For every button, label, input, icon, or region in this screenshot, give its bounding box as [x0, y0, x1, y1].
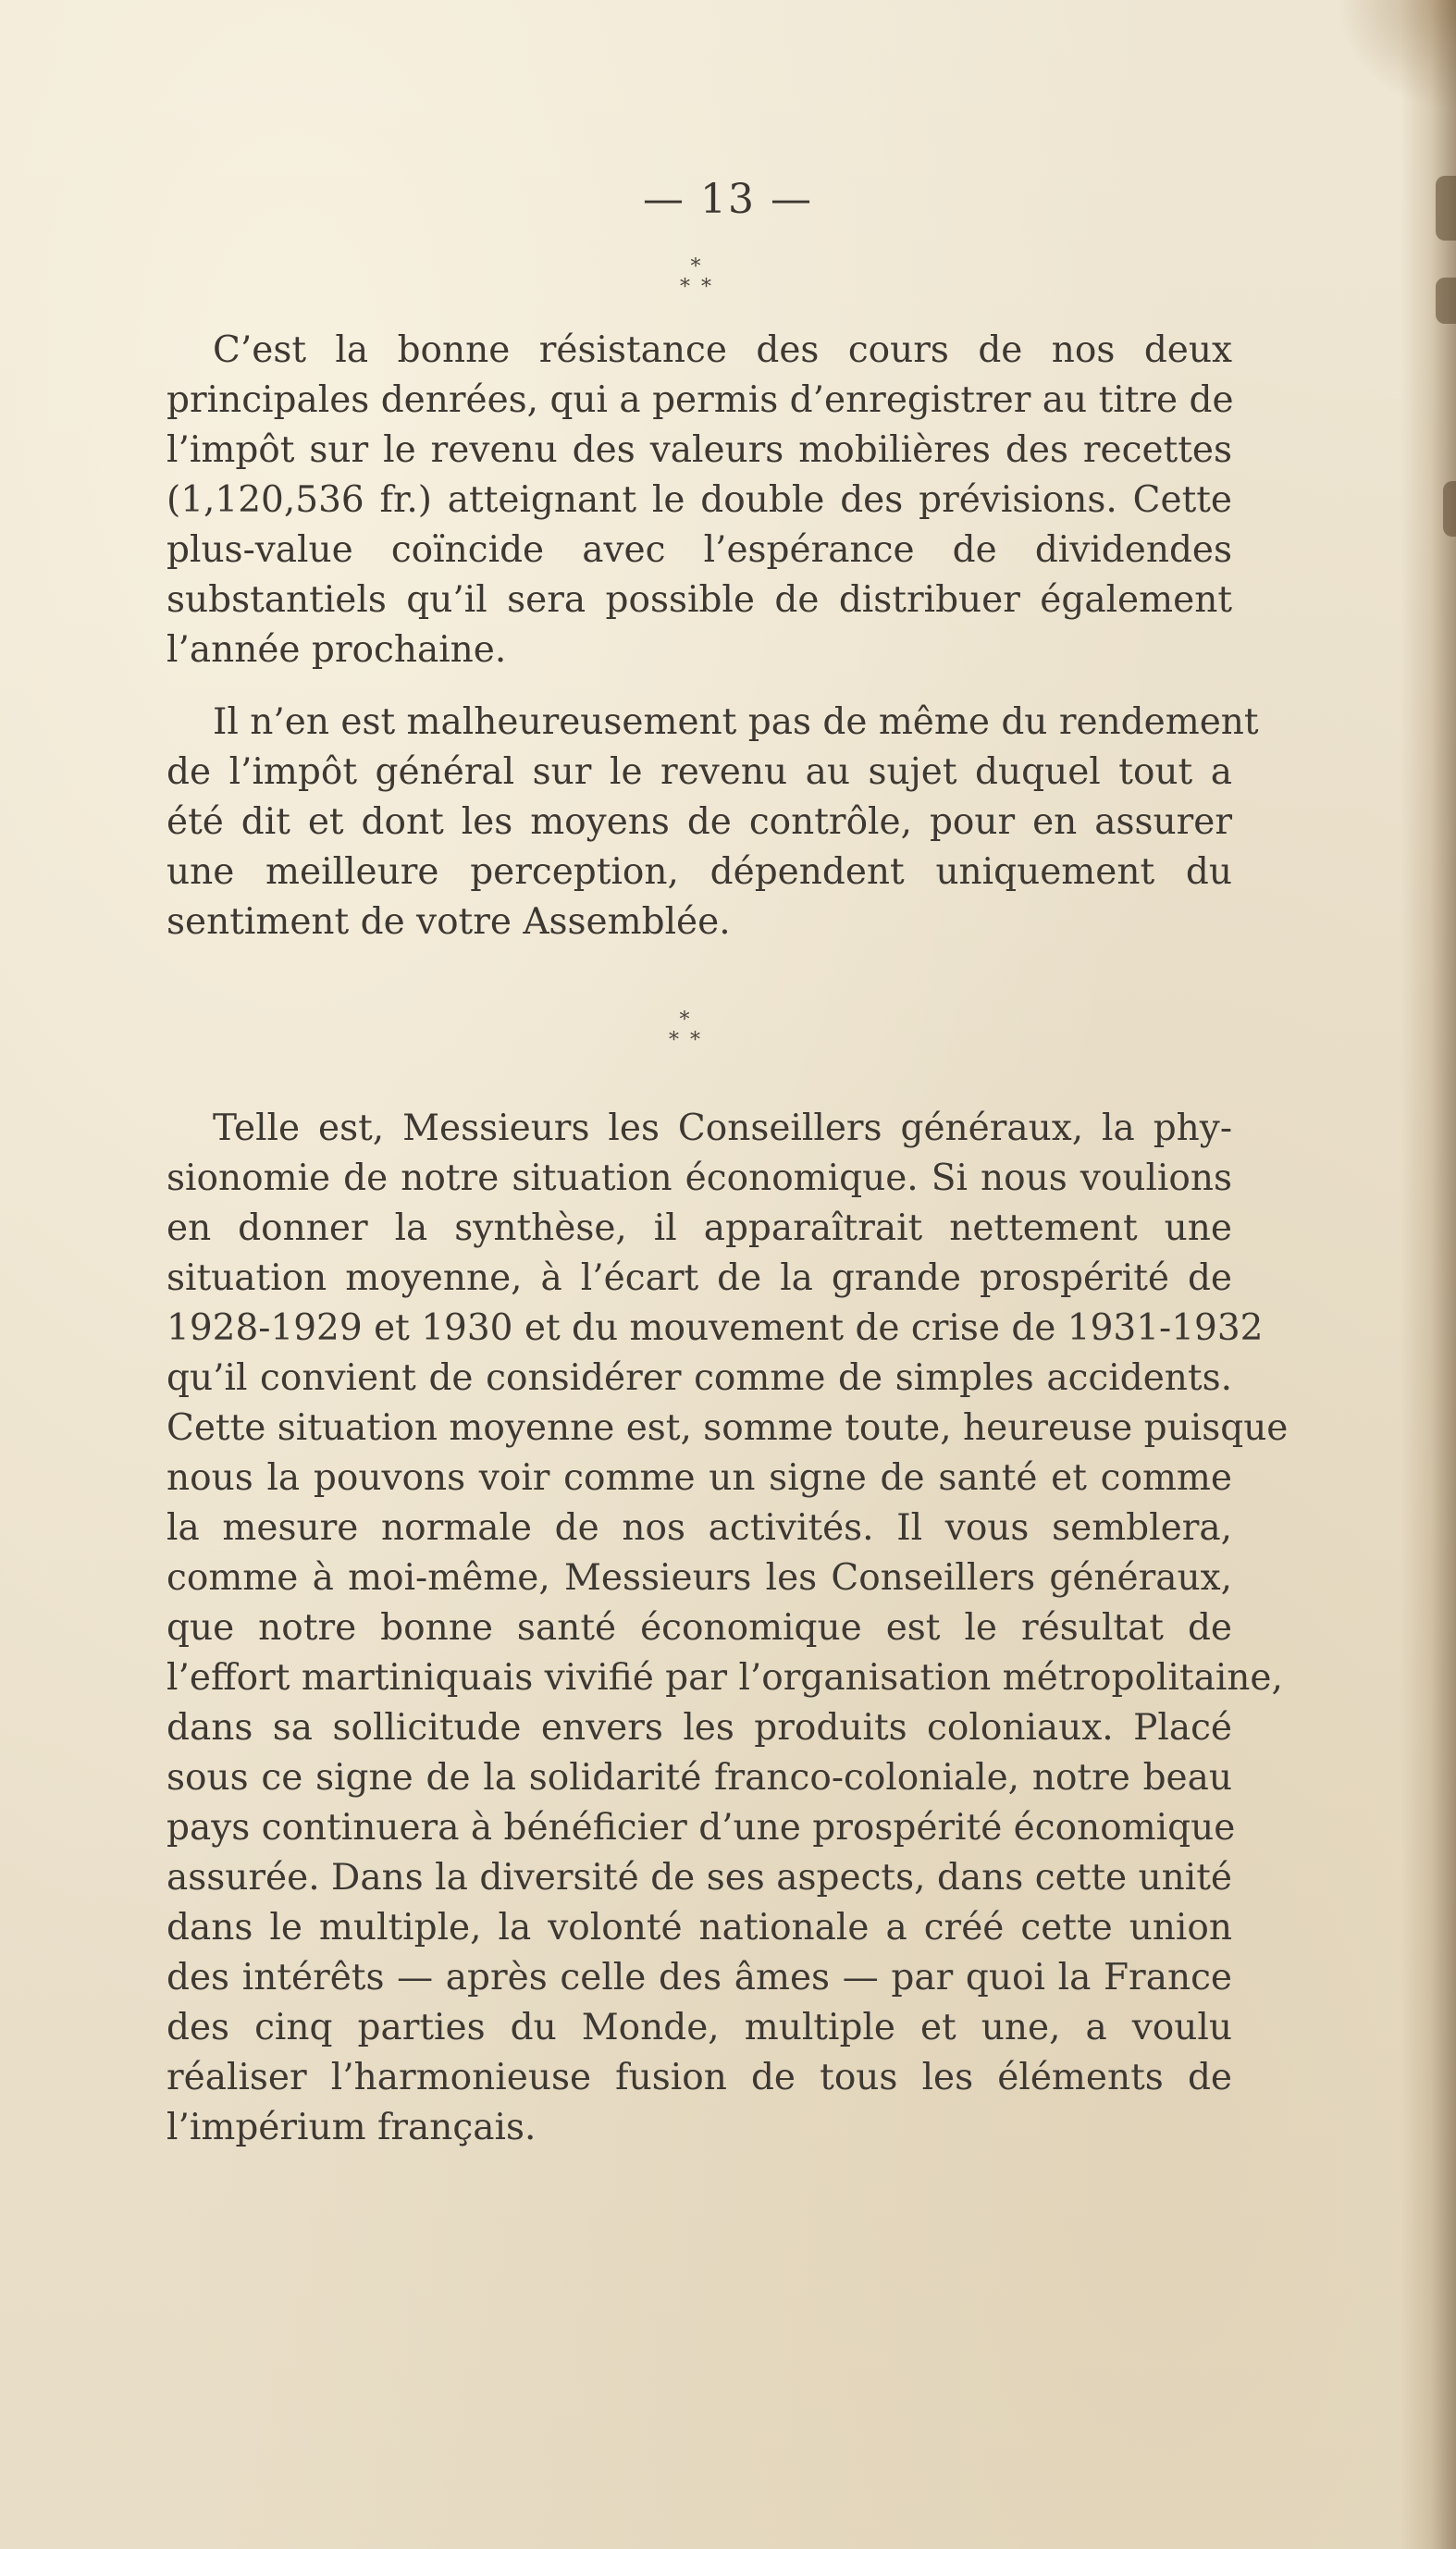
text-line: une meilleure perception, dépendent uniquement du — [167, 851, 1232, 893]
text-line: assurée. Dans la diversité de ses aspects, dans cette unité — [167, 1857, 1232, 1899]
text-line: Telle est, Messieurs les Conseillers généraux, la phy- — [213, 1107, 1232, 1149]
text-line: sous ce signe de la solidarité franco-coloniale, notre beau — [167, 1757, 1232, 1799]
text-line: situation moyenne, à l’écart de la grande prospérité de — [167, 1257, 1232, 1299]
text-line: sionomie de notre situation économique. Si nous voulions — [167, 1157, 1232, 1199]
edge-stain — [1443, 481, 1456, 537]
text-line: dans le multiple, la volonté nationale a créé cette union — [167, 1907, 1232, 1949]
text-line: sentiment de votre Assemblée. — [167, 901, 731, 943]
text-line: comme à moi-même, Messieurs les Conseillers généraux, — [167, 1557, 1232, 1599]
asterism-divider — [659, 257, 733, 298]
asterism-divider — [648, 1010, 722, 1051]
text-line: Cette situation moyenne est, somme toute, heureuse puisque — [167, 1407, 1289, 1449]
text-line: des cinq parties du Monde, multiple et une, a voulu — [167, 2007, 1232, 2048]
text-line: la mesure normale de nos activités. Il vous semblera, — [167, 1507, 1232, 1549]
text-line: qu’il convient de considérer comme de simples accidents. — [167, 1357, 1232, 1399]
text-line: principales denrées, qui a permis d’enregistrer au titre de — [167, 379, 1234, 421]
text-line: pays continuera à bénéficier d’une prospérité économique — [167, 1807, 1236, 1849]
text-line: été dit et dont les moyens de contrôle, pour en assurer — [167, 801, 1232, 843]
text-line: plus-value coïncide avec l’espérance de dividendes — [167, 529, 1232, 571]
asterism-star: * — [690, 1029, 700, 1052]
text-line: nous la pouvons voir comme un signe de santé et comme — [167, 1457, 1232, 1499]
text-line: l’année prochaine. — [167, 629, 507, 671]
text-line: Il n’en est malheureusement pas de même du rendement — [213, 701, 1259, 743]
text-line: de l’impôt général sur le revenu au sujet duquel tout a — [167, 751, 1232, 793]
asterism-star: * — [690, 255, 701, 278]
text-line: l’impérium français. — [167, 2107, 537, 2148]
text-line: C’est la bonne résistance des cours de nos deux — [213, 329, 1232, 371]
asterism-star: * — [679, 1008, 690, 1032]
text-line: réaliser l’harmonieuse fusion de tous les éléments de — [167, 2057, 1232, 2098]
page-number: — 13 — — [643, 176, 813, 223]
paragraph-3 — [167, 1104, 1289, 2153]
asterism-star: * — [669, 1029, 679, 1052]
text-line: 1928-1929 et 1930 et du mouvement de crise de 1931-1932 — [167, 1307, 1264, 1349]
paragraph-1 — [167, 326, 1232, 675]
asterism-star: * — [701, 276, 711, 299]
text-line: l’impôt sur le revenu des valeurs mobilières des recettes — [167, 429, 1232, 471]
text-line: que notre bonne santé économique est le résultat de — [167, 1607, 1232, 1649]
text-line: (1,120,536 fr.) atteignant le double des prévisions. Cette — [167, 479, 1232, 521]
asterism-star: * — [680, 276, 690, 299]
text-line: substantiels qu’il sera possible de distribuer également — [167, 579, 1232, 621]
text-line: des intérêts — après celle des âmes — par quoi la France — [167, 1957, 1232, 1998]
text-line: dans sa sollicitude envers les produits coloniaux. Placé — [167, 1707, 1232, 1749]
text-line: l’effort martiniquais vivifié par l’organisation métropolitaine, — [167, 1657, 1283, 1699]
edge-stain — [1436, 278, 1456, 324]
text-line: en donner la synthèse, il apparaîtrait nettement une — [167, 1207, 1232, 1249]
paragraph-2 — [167, 698, 1259, 947]
page-edge-shadow — [1400, 0, 1456, 2549]
